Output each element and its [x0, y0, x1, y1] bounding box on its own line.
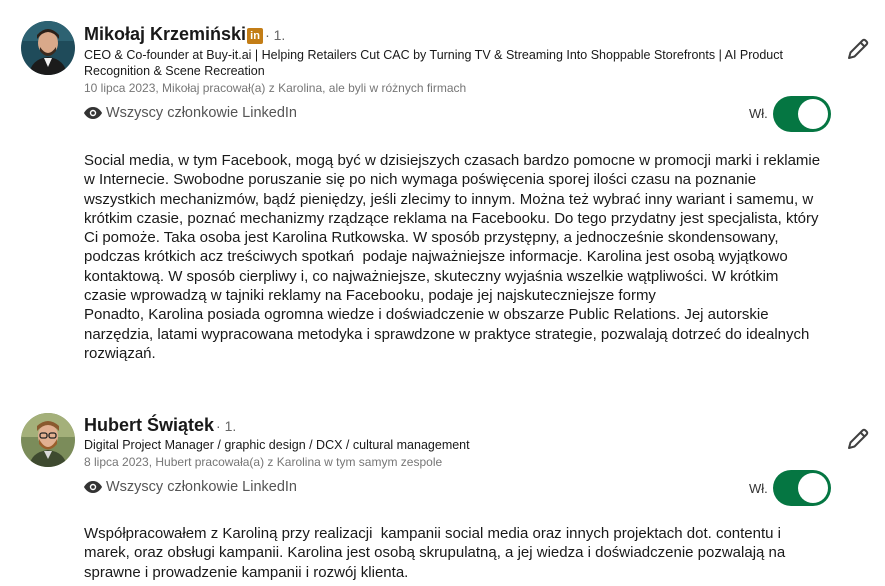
visibility-toggle[interactable] [773, 96, 831, 132]
headline: Digital Project Manager / graphic design / DCX / cultural management [84, 438, 470, 452]
edit-button[interactable] [846, 37, 870, 61]
name-line [84, 415, 236, 436]
avatar[interactable] [21, 413, 75, 467]
name-line [84, 24, 285, 45]
visibility-label: Wszyscy członkowie LinkedIn [106, 479, 297, 495]
toggle-label: Wł. [749, 481, 768, 496]
edit-button[interactable] [846, 427, 870, 451]
toggle-knob [798, 473, 828, 503]
recommendation-text: Social media, w tym Facebook, mogą być w dzisiejszych czasach bardzo pomocne w promocji marki i reklamie w Internecie. Swobodne poruszanie się po nich wymaga poświęcenia sporej ilości czasu na poznanie wszystkich mechanizmów, bądź pieniędzy, jeśli zlecimy to innym. Można też wybrać inny wariant i samemu, w krótkim czasie, poznać mechanizmy rządzące reklama na Facebooku. Do tego przydatny jest specjalista, który Ci pomoże. Taka osoba jest Karolina Rutkowska. W sposób przystępny, a jednocześnie skondensowany, podczas krótkich acz treściwych spotkań podaje najważniejsze informacje. Karolina jest osobą wyjątkowo kontaktową. W sposób cierpliwy i, co najważniejsze, skuteczny wyjaśnia wszelkie wątpliwości. W krótkim czasie wprowadzą w tajniki reklamy na Facebooku, podaje jej najskuteczniejsze formy Ponadto, Karolina posiada ogromna wiedze i doświadczenie w obszarze Public Relations. Jej autorskie narzędzia, latami wypracowana metodyka i sprawdzone w praktyce strategie, pozwalają dotrzeć do idealnych rozwiązań. [84, 152, 821, 362]
toggle-label: Wł. [749, 106, 768, 121]
visibility-setting [84, 479, 297, 495]
visibility-label: Wszyscy członkowie LinkedIn [106, 105, 297, 121]
connection-degree: · 1. [265, 27, 286, 43]
connection-degree: · 1. [216, 418, 237, 434]
pencil-icon [846, 48, 870, 65]
toggle-knob [798, 99, 828, 129]
linkedin-premium-badge: in [247, 28, 263, 44]
avatar[interactable] [21, 21, 75, 75]
recommendation-meta: 10 lipca 2023, Mikołaj pracował(a) z Karolina, ale byli w różnych firmach [84, 81, 467, 95]
person-name[interactable]: Mikołaj Krzemiński [84, 24, 247, 44]
recommendation-text: Współpracowałem z Karoliną przy realizacji kampanii social media oraz innych projektach dot. contentu i marek, oraz obsługi kampanii. Karolina jest osobą skrupulatną, a jej wiedza i doświadczenie pozwalają na sprawne i prowadzenie kampanii i rozwój klienta. [84, 525, 790, 581]
eye-icon [84, 481, 102, 493]
recommendation-meta: 8 lipca 2023, Hubert pracowała(a) z Karolina w tym samym zespole [84, 455, 443, 469]
visibility-toggle[interactable] [773, 470, 831, 506]
eye-icon [84, 107, 102, 119]
visibility-setting [84, 105, 297, 121]
person-name[interactable]: Hubert Świątek [84, 415, 215, 435]
pencil-icon [846, 438, 870, 455]
headline: CEO & Co-founder at Buy-it.ai | Helping Retailers Cut CAC by Turning TV & Streaming Into Shoppable Storefronts | AI Product Recognition & Scene Recreation [84, 48, 783, 78]
